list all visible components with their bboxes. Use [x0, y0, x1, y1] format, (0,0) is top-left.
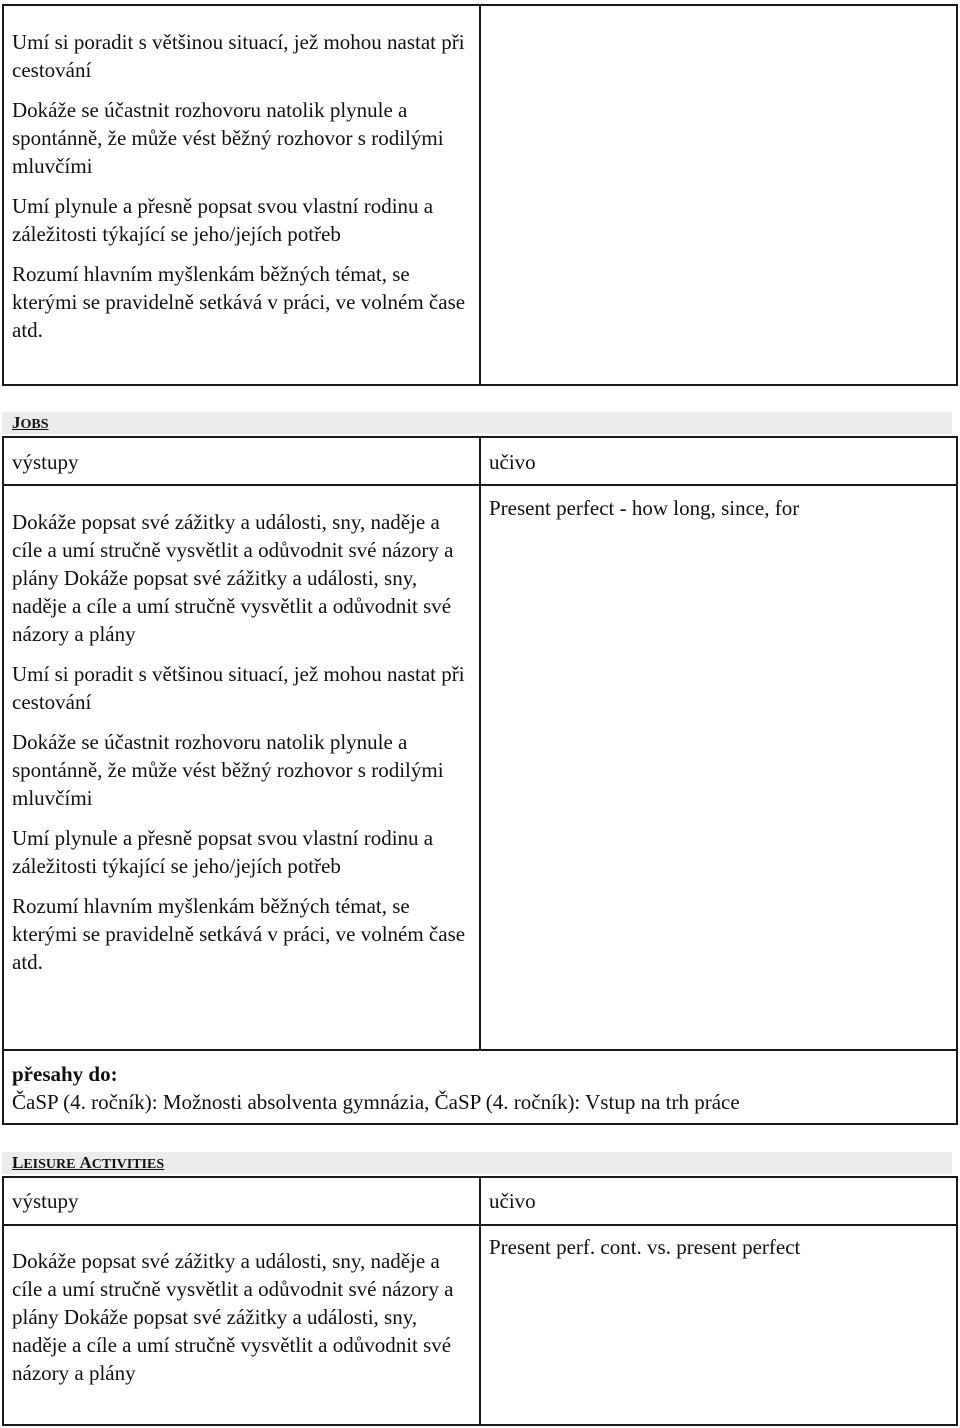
leisure-curriculum-cell: Present perf. cont. vs. present perfect	[489, 1235, 801, 1259]
section-title-text: JOBS	[12, 413, 49, 432]
section-title-jobs	[2, 412, 952, 434]
outcome-paragraph: Rozumí hlavním myšlenkám běžných témat, se kterými se pravidelně setkává v práci, ve volném čase atd.	[12, 894, 466, 974]
outcome-paragraph: Dokáže popsat své zážitky a události, sny, naděje a cíle a umí stručně vysvětlit a odůvodnit své názory a plány Dokáže popsat své zážitky a události, sny, naděje a cíle a umí stručně vysvětlit a odůvodnit své názory a plány	[12, 510, 454, 646]
leisure-header-curriculum: učivo	[489, 1189, 536, 1213]
outcome-paragraph: Umí plynule a přesně popsat svou vlastní rodinu a záležitosti týkající se jeho/jejích potřeb	[12, 194, 434, 246]
jobs-curriculum-cell: Present perfect - how long, since, for	[489, 496, 800, 520]
top-table-divider	[479, 4, 481, 386]
jobs-table-header-rule	[2, 484, 958, 486]
leisure-header-outcomes: výstupy	[12, 1189, 79, 1213]
leisure-table-divider	[479, 1176, 481, 1426]
jobs-header-curriculum: učivo	[489, 450, 536, 474]
jobs-header-outcomes: výstupy	[12, 450, 79, 474]
outcome-paragraph: Umí plynule a přesně popsat svou vlastní rodinu a záležitosti týkající se jeho/jejích potřeb	[12, 826, 434, 878]
outcome-paragraph: Umí si poradit s většinou situací, jež mohou nastat při cestování	[12, 30, 465, 82]
section-title-leisure	[2, 1152, 952, 1174]
leisure-table-header-rule	[2, 1224, 958, 1226]
overlap-label: přesahy do:	[12, 1062, 118, 1086]
section-title-text: LEISURE ACTIVITIES	[12, 1153, 165, 1172]
outcome-paragraph: Rozumí hlavním myšlenkám běžných témat, se kterými se pravidelně setkává v práci, ve volném čase atd.	[12, 262, 466, 342]
jobs-outcomes-cell	[12, 508, 474, 988]
outcome-paragraph: Dokáže se účastnit rozhovoru natolik plynule a spontánně, že může vést běžný rozhovor s rodilými mluvčími	[12, 730, 444, 810]
top-table-outcomes-cell	[12, 28, 474, 356]
overlap-text: ČaSP (4. ročník): Možnosti absolventa gymnázia, ČaSP (4. ročník): Vstup na trh práce	[12, 1090, 740, 1114]
jobs-table-divider	[479, 436, 481, 1051]
leisure-outcomes-cell	[12, 1247, 474, 1399]
outcome-paragraph: Umí si poradit s většinou situací, jež mohou nastat při cestování	[12, 662, 465, 714]
outcome-paragraph: Dokáže popsat své zážitky a události, sny, naděje a cíle a umí stručně vysvětlit a odůvodnit své názory a plány Dokáže popsat své zážitky a události, sny, naděje a cíle a umí stručně vysvětlit a odůvodnit své názory a plány	[12, 1249, 454, 1385]
outcome-paragraph: Dokáže se účastnit rozhovoru natolik plynule a spontánně, že může vést běžný rozhovor s rodilými mluvčími	[12, 98, 444, 178]
